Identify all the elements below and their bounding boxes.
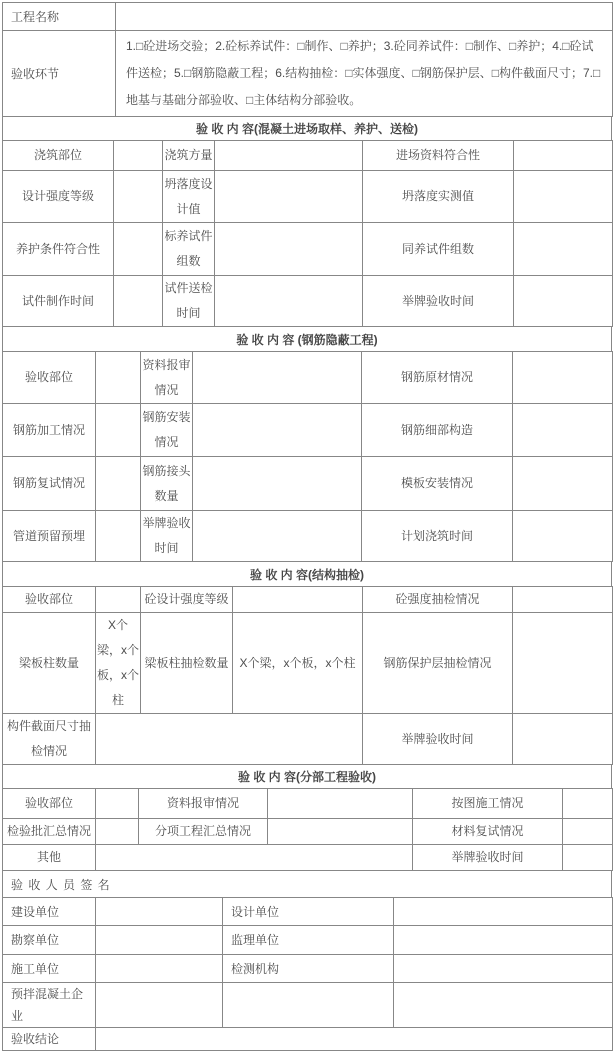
- section1-table: [2, 140, 613, 327]
- field-value-cell[interactable]: [193, 352, 362, 404]
- field-label: 钢筋保护层抽检情况: [363, 613, 513, 714]
- table-row: [3, 955, 613, 983]
- table-row: [3, 352, 613, 404]
- field-label: 检验批汇总情况: [3, 819, 96, 845]
- field-value-cell[interactable]: [514, 171, 613, 223]
- field-label: 坍落度设计值: [163, 171, 215, 223]
- acceptance-stage-checkbox-text[interactable]: 1.□砼进场交验；2.砼标养试件：□制作、□养护；3.砼同养试件：□制作、□养护；4.□砼试件送检；5.□钢筋隐蔽工程；6.结构抽检：□实体强度、□钢筋保护层、□构件截面尺寸；7.□地基与基础分部验收、□主体结构分部验收。: [116, 31, 613, 117]
- field-label: 钢筋细部构造: [362, 404, 513, 457]
- table-row: [3, 171, 613, 223]
- signature-table: [2, 897, 613, 1028]
- acceptance-form: [2, 2, 612, 1051]
- table-row: [3, 511, 613, 562]
- table-row: [3, 587, 613, 613]
- section2-header: [2, 326, 612, 352]
- field-label: 分项工程汇总情况: [139, 819, 268, 845]
- field-value-cell[interactable]: [96, 789, 139, 819]
- field-label: 养护条件符合性: [3, 223, 114, 276]
- top-table: [2, 2, 613, 117]
- signature-section-title: 验 收 人 员 签 名: [3, 871, 612, 898]
- field-label: 模板安装情况: [362, 457, 513, 511]
- field-value-cell[interactable]: [513, 352, 613, 404]
- signature-section-header: [2, 870, 612, 898]
- table-row: [3, 141, 613, 171]
- field-label: 资料报审情况: [139, 789, 268, 819]
- field-value-cell[interactable]: [268, 819, 413, 845]
- table-row: [3, 789, 613, 819]
- conclusion-table: [2, 1027, 613, 1051]
- section-title: 验 收 内 容(混凝土进场取样、养护、送检): [3, 117, 612, 141]
- field-value-cell[interactable]: [513, 714, 613, 765]
- field-label: 验收部位: [3, 789, 96, 819]
- signature-cell[interactable]: [394, 955, 613, 983]
- table-row: [3, 223, 613, 276]
- table-row: [3, 983, 613, 1028]
- field-value-cell[interactable]: [514, 276, 613, 327]
- field-value-cell[interactable]: [193, 404, 362, 457]
- field-label: 同养试件组数: [363, 223, 514, 276]
- field-label: 验收部位: [3, 587, 96, 613]
- field-value-cell[interactable]: [96, 457, 141, 511]
- field-label: 设计强度等级: [3, 171, 114, 223]
- field-label: 举牌验收时间: [363, 276, 514, 327]
- field-label: 标养试件组数: [163, 223, 215, 276]
- field-value-cell[interactable]: [563, 845, 613, 871]
- field-value-cell[interactable]: [233, 587, 363, 613]
- field-label: 举牌验收时间: [413, 845, 563, 871]
- field-value-cell[interactable]: [563, 789, 613, 819]
- table-row: [3, 404, 613, 457]
- field-value-cell[interactable]: [215, 276, 363, 327]
- field-value-cell[interactable]: [215, 223, 363, 276]
- section-title: 验 收 内 容(结构抽检): [3, 562, 612, 587]
- field-value-cell[interactable]: [513, 511, 613, 562]
- field-value-cell[interactable]: [114, 223, 163, 276]
- signature-cell[interactable]: [96, 926, 223, 955]
- table-row: [3, 898, 613, 926]
- section1-header: [2, 116, 612, 141]
- field-label: 钢筋接头数量: [141, 457, 193, 511]
- table-row: [3, 714, 613, 765]
- field-value-cell[interactable]: [96, 714, 363, 765]
- section-title: 验 收 内 容(分部工程验收): [3, 765, 612, 789]
- section-title: 验 收 内 容 (钢筋隐蔽工程): [3, 327, 612, 352]
- field-value-cell[interactable]: [193, 457, 362, 511]
- field-value-cell[interactable]: [563, 819, 613, 845]
- field-value-cell[interactable]: X个梁，x个板，x个柱: [96, 613, 141, 714]
- field-label: 勘察单位: [3, 926, 96, 955]
- table-row: [3, 819, 613, 845]
- project-name-label: 工程名称: [3, 3, 116, 31]
- field-value-cell[interactable]: [114, 276, 163, 327]
- field-label: 计划浇筑时间: [362, 511, 513, 562]
- field-label: 梁板柱抽检数量: [141, 613, 233, 714]
- field-label: 预拌混凝土企业: [3, 983, 96, 1028]
- field-label: 验收部位: [3, 352, 96, 404]
- section4-table: [2, 788, 613, 871]
- field-value-cell[interactable]: [514, 141, 613, 171]
- field-value-cell[interactable]: [114, 171, 163, 223]
- field-label: 建设单位: [3, 898, 96, 926]
- project-name-row: [3, 3, 613, 31]
- field-value-cell[interactable]: [215, 171, 363, 223]
- field-label: 钢筋原材情况: [362, 352, 513, 404]
- field-value-cell[interactable]: [268, 789, 413, 819]
- field-label: 浇筑方量: [163, 141, 215, 171]
- section4-header: [2, 764, 612, 789]
- field-label: 监理单位: [223, 926, 394, 955]
- field-label: 管道预留预埋: [3, 511, 96, 562]
- field-label: 坍落度实测值: [363, 171, 514, 223]
- project-name-value-cell[interactable]: [116, 3, 613, 31]
- field-label: 按图施工情况: [413, 789, 563, 819]
- field-label: 进场资料符合性: [363, 141, 514, 171]
- field-label: 其他: [3, 845, 96, 871]
- field-label: 浇筑部位: [3, 141, 114, 171]
- field-label: 资料报审情况: [141, 352, 193, 404]
- field-value-cell[interactable]: [114, 141, 163, 171]
- field-value-cell[interactable]: [96, 352, 141, 404]
- field-label: 钢筋加工情况: [3, 404, 96, 457]
- field-label: 钢筋安装情况: [141, 404, 193, 457]
- field-value-cell[interactable]: [513, 613, 613, 714]
- field-label: 设计单位: [223, 898, 394, 926]
- field-label: 举牌验收时间: [363, 714, 513, 765]
- section3-table: [2, 586, 613, 765]
- signature-cell[interactable]: [96, 983, 223, 1028]
- section3-header: [2, 561, 612, 587]
- signature-cell[interactable]: [96, 955, 223, 983]
- field-label: 砼设计强度等级: [141, 587, 233, 613]
- field-value-cell[interactable]: [513, 457, 613, 511]
- field-value-cell[interactable]: [96, 587, 141, 613]
- field-label: 试件送检时间: [163, 276, 215, 327]
- field-value-cell[interactable]: [514, 223, 613, 276]
- field-value-cell[interactable]: [215, 141, 363, 171]
- signature-cell[interactable]: [394, 898, 613, 926]
- field-value-cell[interactable]: X个梁，x个板，x个柱: [233, 613, 363, 714]
- field-label: 材料复试情况: [413, 819, 563, 845]
- table-row: [3, 926, 613, 955]
- field-label: 构件截面尺寸抽检情况: [3, 714, 96, 765]
- field-label: 检测机构: [223, 955, 394, 983]
- field-value-cell[interactable]: [96, 845, 413, 871]
- table-row: [3, 276, 613, 327]
- field-label: [223, 983, 394, 1028]
- field-label: 砼强度抽检情况: [363, 587, 513, 613]
- field-value-cell[interactable]: [96, 404, 141, 457]
- field-label: 举牌验收时间: [141, 511, 193, 562]
- field-value-cell[interactable]: [96, 819, 139, 845]
- conclusion-label: 验收结论: [3, 1028, 96, 1051]
- table-row: [3, 613, 613, 714]
- acceptance-stage-row: [3, 31, 613, 117]
- signature-cell[interactable]: [96, 898, 223, 926]
- field-value-cell[interactable]: [96, 511, 141, 562]
- field-value-cell[interactable]: [193, 511, 362, 562]
- table-row: [3, 845, 613, 871]
- section2-table: [2, 351, 613, 562]
- conclusion-value-cell[interactable]: [96, 1028, 613, 1051]
- field-label: 试件制作时间: [3, 276, 114, 327]
- field-label: 施工单位: [3, 955, 96, 983]
- field-label: 梁板柱数量: [3, 613, 96, 714]
- field-value-cell[interactable]: [513, 404, 613, 457]
- acceptance-stage-label: 验收环节: [3, 31, 116, 117]
- table-row: [3, 457, 613, 511]
- field-label: 钢筋复试情况: [3, 457, 96, 511]
- signature-cell[interactable]: [394, 983, 613, 1028]
- field-value-cell[interactable]: [513, 587, 613, 613]
- signature-cell[interactable]: [394, 926, 613, 955]
- conclusion-row: [3, 1028, 613, 1051]
